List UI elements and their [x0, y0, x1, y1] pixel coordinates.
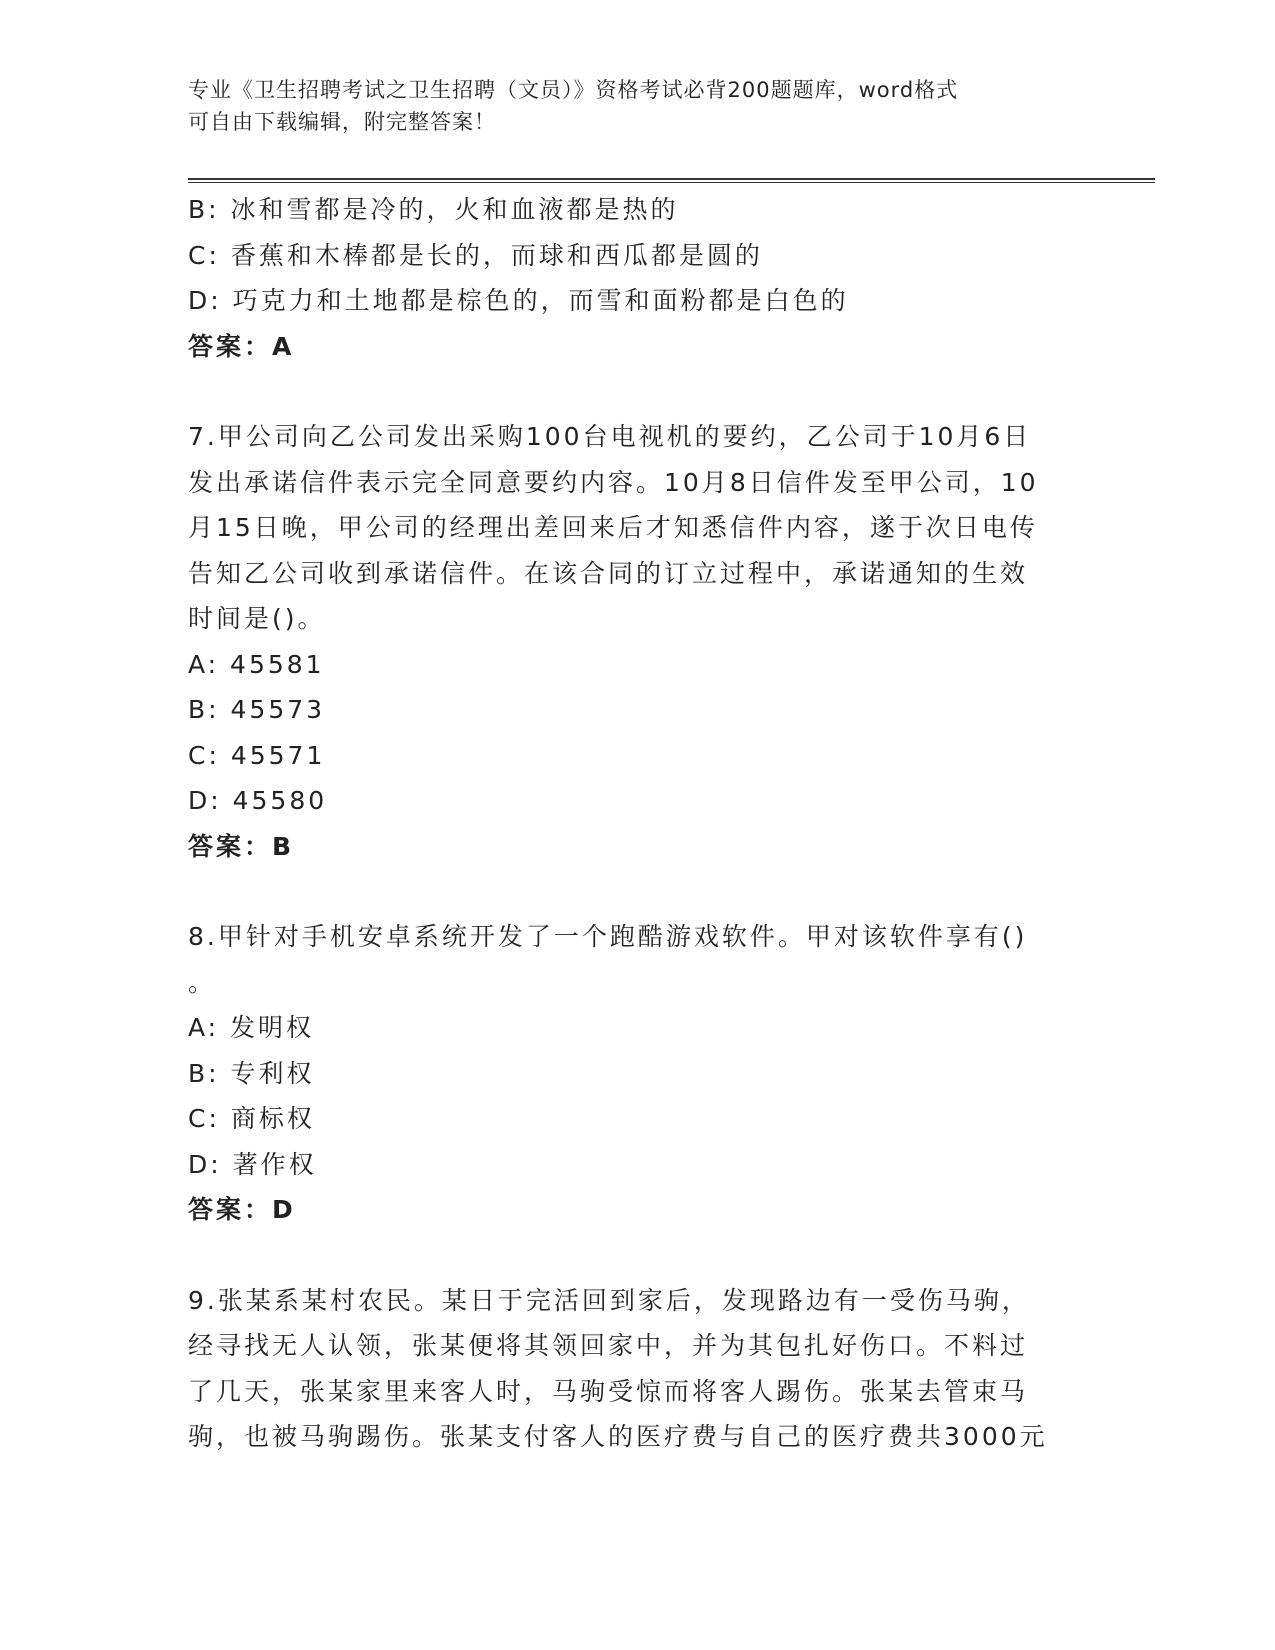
option-c: C: 商标权 [188, 1104, 315, 1133]
header-line-1: 专业《卫生招聘考试之卫生招聘（文员）》资格考试必背200题题库，word格式 [188, 78, 959, 102]
header-line-2: 可自由下载编辑，附完整答案！ [188, 110, 496, 134]
question-7 [188, 414, 1068, 869]
question-8 [188, 914, 1068, 1233]
option-b: B: 冰和雪都是冷的，火和血液都是热的 [188, 195, 679, 224]
answer: 答案：B [188, 831, 295, 861]
question-stem-line: 了几天，张某家里来客人时，马驹受惊而将客人踢伤。张某去管束马 [188, 1376, 1029, 1406]
question-stem-line: 。 [188, 967, 217, 997]
question-stem-line: 9.张某系某村农民。某日于完活回到家后，发现路边有一受伤马驹， [188, 1285, 1030, 1315]
option-d: D: 著作权 [188, 1149, 317, 1179]
answer: 答案：D [188, 1195, 296, 1224]
question-9 [188, 1278, 1068, 1460]
question-stem-line: 经寻找无人认领，张某便将其领回家中，并为其包扎好伤口。不料过 [188, 1331, 1029, 1360]
option-b: B: 专利权 [188, 1058, 315, 1088]
answer: 答案：A [188, 331, 295, 361]
option-d: D: 巧克力和土地都是棕色的，而雪和面粉都是白色的 [188, 286, 849, 315]
prev-question [188, 187, 1068, 369]
option-b: B: 45573 [188, 695, 326, 724]
question-stem-line: 告知乙公司收到承诺信件。在该合同的订立过程中，承诺通知的生效 [188, 558, 1029, 588]
question-content [188, 187, 1068, 1460]
document-header [188, 74, 1068, 138]
option-a: A: 发明权 [188, 1013, 315, 1042]
option-d: D: 45580 [188, 786, 328, 815]
question-stem-line: 驹，也被马驹踢伤。张某支付客人的医疗费与自己的医疗费共3000元 [188, 1422, 1048, 1451]
question-stem-line: 7.甲公司向乙公司发出采购100台电视机的要约，乙公司于10月6日 [188, 422, 1032, 451]
header-divider [188, 178, 1155, 183]
question-stem-line: 发出承诺信件表示完全同意要约内容。10月8日信件发至甲公司，10 [188, 467, 1039, 497]
option-c: C: 香蕉和木棒都是长的，而球和西瓜都是圆的 [188, 240, 763, 270]
question-stem-line: 时间是()。 [188, 604, 326, 633]
question-stem-line: 月15日晚，甲公司的经理出差回来后才知悉信件内容，遂于次日电传 [188, 513, 1038, 542]
option-c: C: 45571 [188, 740, 326, 770]
option-a: A: 45581 [188, 649, 325, 679]
question-stem-line: 8.甲针对手机安卓系统开发了一个跑酷游戏软件。甲对该软件享有() [188, 922, 1028, 951]
